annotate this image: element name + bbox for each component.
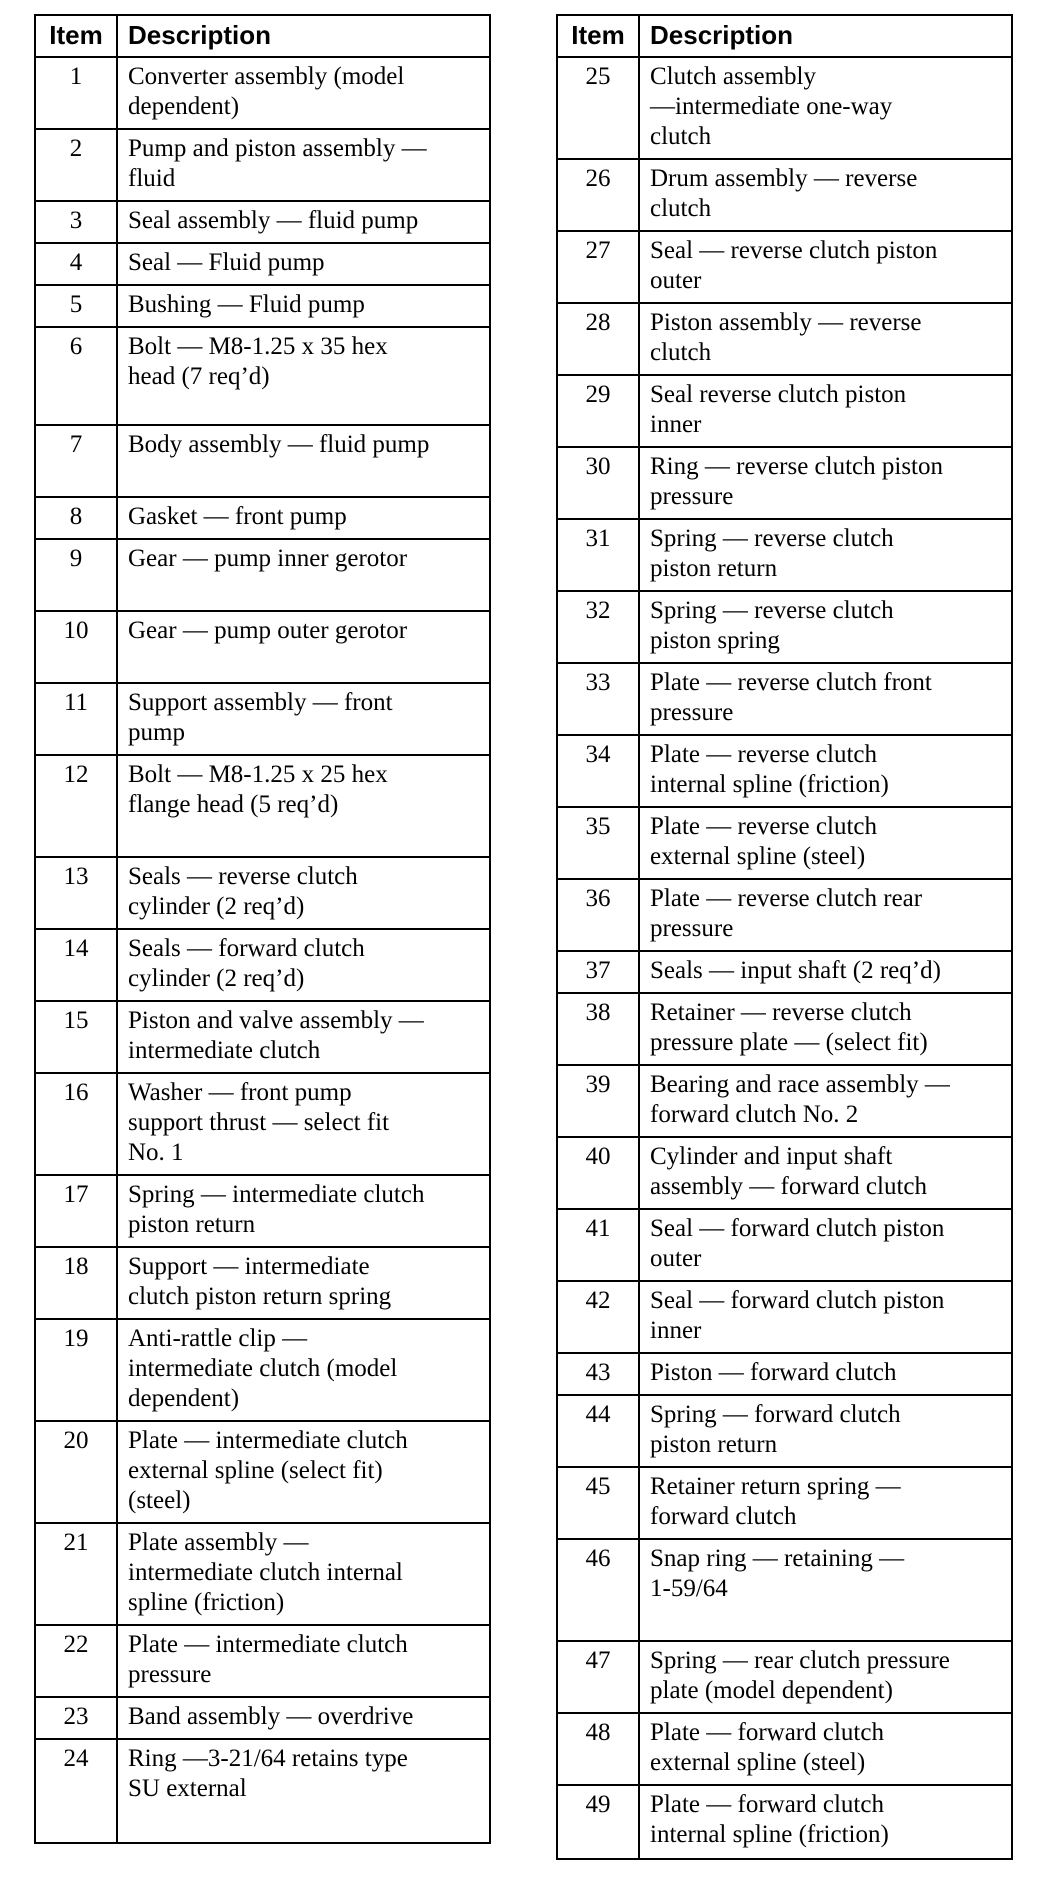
item-description: Support — intermediate clutch piston return spring xyxy=(128,1253,392,1310)
item-description: Plate — forward clutch external spline (steel) xyxy=(650,1719,884,1776)
table-row xyxy=(36,244,489,286)
item-number: 26 xyxy=(558,160,640,230)
description-column-header: Description xyxy=(128,20,272,50)
parts-table-left xyxy=(34,14,491,1844)
item-description: Seal assembly — fluid pump xyxy=(128,207,419,234)
table-row xyxy=(36,612,489,684)
item-number: 27 xyxy=(558,232,640,302)
item-description: Washer — front pump support thrust — select fit No. 1 xyxy=(128,1079,390,1166)
table-row xyxy=(558,1138,1011,1210)
table-row xyxy=(36,540,489,612)
item-description: Bearing and race assembly — forward clutch No. 2 xyxy=(650,1071,950,1128)
item-column-header: Item xyxy=(558,16,640,56)
item-description: Snap ring — retaining — 1-59/64 xyxy=(650,1545,905,1602)
item-number: 3 xyxy=(36,202,118,242)
item-number: 47 xyxy=(558,1642,640,1712)
item-number: 40 xyxy=(558,1138,640,1208)
table-row xyxy=(36,130,489,202)
item-number: 38 xyxy=(558,994,640,1064)
item-number: 13 xyxy=(36,858,118,928)
item-number: 29 xyxy=(558,376,640,446)
table-row xyxy=(558,1786,1011,1858)
table-row xyxy=(558,952,1011,994)
table-row xyxy=(558,1282,1011,1354)
table-row xyxy=(558,160,1011,232)
item-description: Seals — reverse clutch cylinder (2 req’d) xyxy=(128,863,358,920)
item-description: Piston and valve assembly — intermediate clutch xyxy=(128,1007,424,1064)
item-number: 44 xyxy=(558,1396,640,1466)
item-description: Drum assembly — reverse clutch xyxy=(650,165,918,222)
item-description: Seal — forward clutch piston outer xyxy=(650,1215,945,1272)
item-description: Bushing — Fluid pump xyxy=(128,291,365,318)
item-number: 15 xyxy=(36,1002,118,1072)
item-number: 36 xyxy=(558,880,640,950)
table-row xyxy=(558,880,1011,952)
table-row xyxy=(558,592,1011,664)
item-number: 19 xyxy=(36,1320,118,1420)
item-number: 45 xyxy=(558,1468,640,1538)
item-number: 31 xyxy=(558,520,640,590)
item-number: 24 xyxy=(36,1740,118,1842)
item-description: Spring — intermediate clutch piston return xyxy=(128,1181,425,1238)
table-header xyxy=(558,16,1011,58)
item-description: Plate assembly — intermediate clutch internal spline (friction) xyxy=(128,1529,403,1616)
item-number: 17 xyxy=(36,1176,118,1246)
item-number: 35 xyxy=(558,808,640,878)
table-row xyxy=(36,1698,489,1740)
item-number: 8 xyxy=(36,498,118,538)
table-row xyxy=(558,1354,1011,1396)
item-number: 14 xyxy=(36,930,118,1000)
item-description: Bolt — M8-1.25 x 25 hex flange head (5 req’d) xyxy=(128,761,388,818)
item-description: Body assembly — fluid pump xyxy=(128,431,430,458)
table-row xyxy=(558,448,1011,520)
item-description: Band assembly — overdrive xyxy=(128,1703,414,1730)
item-number: 34 xyxy=(558,736,640,806)
item-description: Pump and piston assembly — fluid xyxy=(128,135,427,192)
table-row xyxy=(36,1626,489,1698)
item-number: 32 xyxy=(558,592,640,662)
item-description: Retainer return spring — forward clutch xyxy=(650,1473,901,1530)
item-number: 9 xyxy=(36,540,118,610)
item-number: 25 xyxy=(558,58,640,158)
item-description: Plate — forward clutch internal spline (friction) xyxy=(650,1791,889,1848)
item-number: 12 xyxy=(36,756,118,856)
item-number: 22 xyxy=(36,1626,118,1696)
item-description: Cylinder and input shaft assembly — forward clutch xyxy=(650,1143,928,1200)
table-row xyxy=(558,232,1011,304)
item-description: Seals — forward clutch cylinder (2 req’d) xyxy=(128,935,365,992)
item-number: 37 xyxy=(558,952,640,992)
table-row xyxy=(36,1422,489,1524)
table-row xyxy=(558,376,1011,448)
description-column-header: Description xyxy=(650,20,794,50)
item-number: 4 xyxy=(36,244,118,284)
item-description: Seal — reverse clutch piston outer xyxy=(650,237,938,294)
table-row xyxy=(36,1074,489,1176)
item-description: Spring — reverse clutch piston return xyxy=(650,525,894,582)
item-description: Plate — reverse clutch internal spline (friction) xyxy=(650,741,889,798)
table-row xyxy=(36,684,489,756)
item-number: 11 xyxy=(36,684,118,754)
table-row xyxy=(36,202,489,244)
table-row xyxy=(36,1176,489,1248)
item-number: 1 xyxy=(36,58,118,128)
item-number: 20 xyxy=(36,1422,118,1522)
table-row xyxy=(36,58,489,130)
table-row xyxy=(36,498,489,540)
table-row xyxy=(36,328,489,426)
table-row xyxy=(558,58,1011,160)
table-row xyxy=(36,1524,489,1626)
item-description: Converter assembly (model dependent) xyxy=(128,63,405,120)
item-description: Clutch assembly —intermediate one-way clutch xyxy=(650,63,893,150)
table-row xyxy=(558,808,1011,880)
table-row xyxy=(558,994,1011,1066)
item-description: Seal — Fluid pump xyxy=(128,249,325,276)
item-number: 33 xyxy=(558,664,640,734)
item-number: 10 xyxy=(36,612,118,682)
item-description: Plate — reverse clutch rear pressure xyxy=(650,885,923,942)
table-row xyxy=(36,930,489,1002)
item-description: Bolt — M8-1.25 x 35 hex head (7 req’d) xyxy=(128,333,388,390)
item-description: Seal reverse clutch piston inner xyxy=(650,381,907,438)
table-row xyxy=(558,304,1011,376)
item-number: 41 xyxy=(558,1210,640,1280)
table-row xyxy=(36,426,489,498)
item-description: Gear — pump inner gerotor xyxy=(128,545,408,572)
table-row xyxy=(36,1740,489,1842)
item-column-header: Item xyxy=(36,16,118,56)
item-number: 48 xyxy=(558,1714,640,1784)
table-row xyxy=(36,1248,489,1320)
item-number: 5 xyxy=(36,286,118,326)
item-description: Seal — forward clutch piston inner xyxy=(650,1287,945,1344)
table-row xyxy=(558,1396,1011,1468)
item-description: Spring — rear clutch pressure plate (model dependent) xyxy=(650,1647,950,1704)
item-description: Anti-rattle clip — intermediate clutch (model dependent) xyxy=(128,1325,398,1412)
item-description: Spring — forward clutch piston return xyxy=(650,1401,901,1458)
item-number: 42 xyxy=(558,1282,640,1352)
parts-table-right xyxy=(556,14,1013,1860)
table-row xyxy=(558,1714,1011,1786)
item-description: Plate — reverse clutch front pressure xyxy=(650,669,932,726)
item-description: Support assembly — front pump xyxy=(128,689,393,746)
table-row xyxy=(36,1002,489,1074)
table-row xyxy=(558,1642,1011,1714)
item-description: Gear — pump outer gerotor xyxy=(128,617,408,644)
item-description: Plate — reverse clutch external spline (steel) xyxy=(650,813,877,870)
item-number: 21 xyxy=(36,1524,118,1624)
table-header xyxy=(36,16,489,58)
table-row xyxy=(558,664,1011,736)
item-number: 2 xyxy=(36,130,118,200)
table-row xyxy=(36,858,489,930)
item-number: 7 xyxy=(36,426,118,496)
item-number: 30 xyxy=(558,448,640,518)
item-description: Gasket — front pump xyxy=(128,503,347,530)
item-number: 39 xyxy=(558,1066,640,1136)
item-description: Plate — intermediate clutch pressure xyxy=(128,1631,408,1688)
table-row xyxy=(558,1468,1011,1540)
table-row xyxy=(558,520,1011,592)
item-number: 6 xyxy=(36,328,118,424)
item-number: 23 xyxy=(36,1698,118,1738)
item-number: 18 xyxy=(36,1248,118,1318)
item-description: Spring — reverse clutch piston spring xyxy=(650,597,894,654)
item-description: Piston assembly — reverse clutch xyxy=(650,309,922,366)
item-description: Piston — forward clutch xyxy=(650,1359,897,1386)
item-number: 49 xyxy=(558,1786,640,1858)
table-row xyxy=(558,1066,1011,1138)
item-description: Ring — reverse clutch piston pressure xyxy=(650,453,943,510)
item-description: Ring —3-21/64 retains type SU external xyxy=(128,1745,408,1802)
table-row xyxy=(36,286,489,328)
item-number: 16 xyxy=(36,1074,118,1174)
table-row xyxy=(36,1320,489,1422)
table-row xyxy=(558,1540,1011,1642)
table-row xyxy=(36,756,489,858)
item-number: 43 xyxy=(558,1354,640,1394)
table-row xyxy=(558,736,1011,808)
table-row xyxy=(558,1210,1011,1282)
item-description: Seals — input shaft (2 req’d) xyxy=(650,957,941,984)
item-number: 28 xyxy=(558,304,640,374)
item-description: Plate — intermediate clutch external spline (select fit) (steel) xyxy=(128,1427,408,1514)
item-description: Retainer — reverse clutch pressure plate — (select fit) xyxy=(650,999,928,1056)
item-number: 46 xyxy=(558,1540,640,1640)
